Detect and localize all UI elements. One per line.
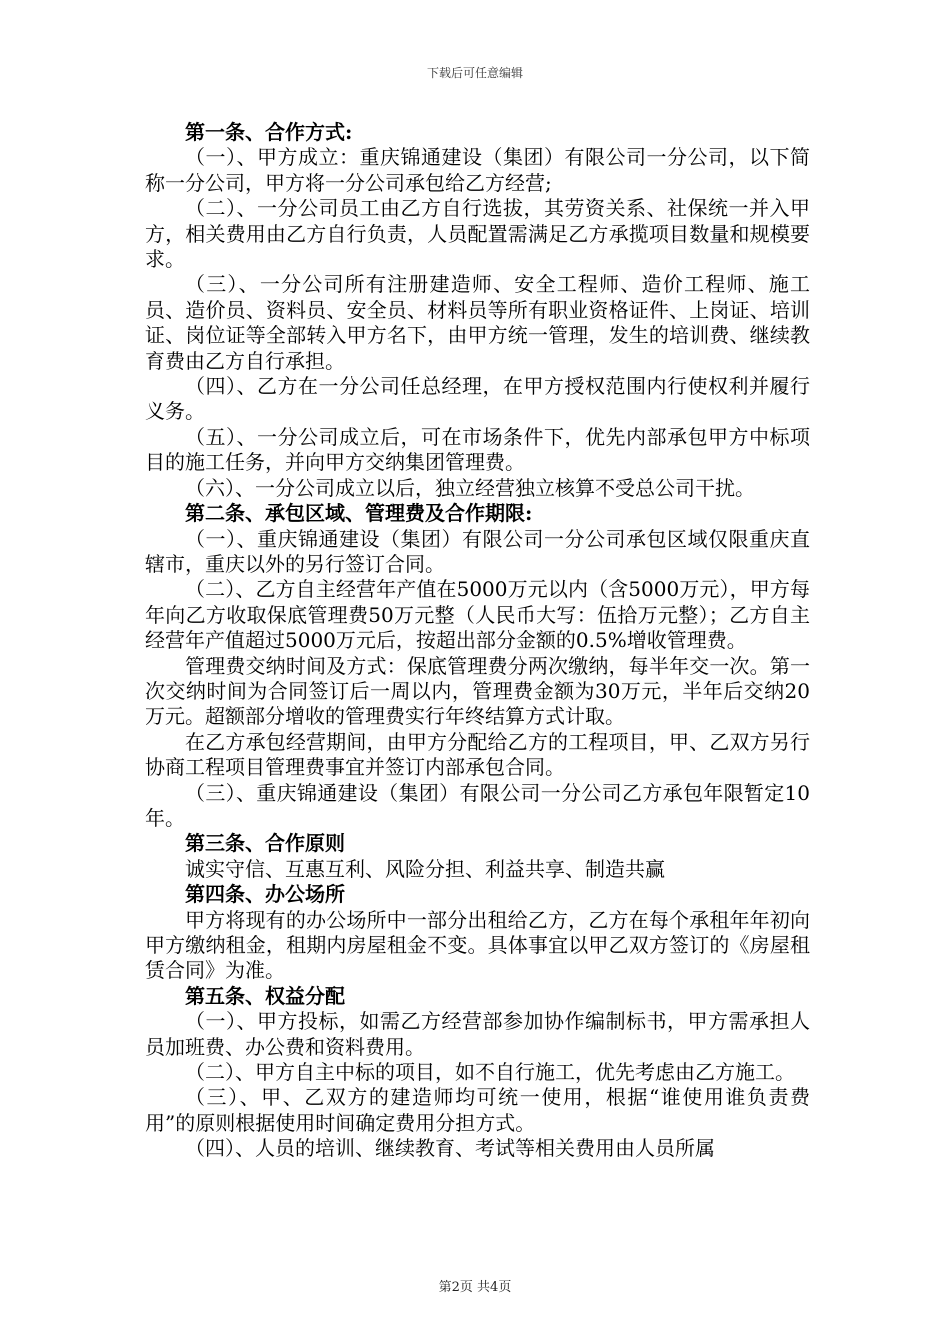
document-body	[145, 120, 810, 1162]
paragraph: （三）、重庆锦通建设（集团）有限公司一分公司乙方承包年限暂定10年。	[145, 780, 810, 830]
paragraph: 在乙方承包经营期间，由甲方分配给乙方的工程项目，甲、乙双方另行协商工程项目管理费事宜并签订内部承包合同。	[145, 729, 810, 780]
paragraph: 管理费交纳时间及方式：保底管理费分两次缴纳，每半年交一次。第一次交纳时间为合同签订后一周以内，管理费金额为30万元，半年后交纳20万元。超额部分增收的管理费实行年终结算方式计取。	[145, 653, 810, 729]
section-heading: 第四条、办公场所	[185, 882, 345, 907]
paragraph: （四）、乙方在一分公司任总经理，在甲方授权范围内行使权利并履行义务。	[145, 374, 810, 424]
paragraph: （六）、一分公司成立以后，独立经营独立核算不受总公司干扰。	[185, 475, 755, 500]
section-heading: 第五条、权益分配	[185, 983, 345, 1008]
paragraph: （一）、甲方投标，如需乙方经营部参加协作编制标书，甲方需承担人员加班费、办公费和资料费用。	[145, 1009, 810, 1059]
section-heading: 第一条、合作方式:	[185, 120, 353, 144]
paragraph: （一）、甲方成立：重庆锦通建设（集团）有限公司一分公司，以下简称一分公司，甲方将一分公司承包给乙方经营;	[145, 145, 810, 195]
paragraph: 甲方将现有的办公场所中一部分出租给乙方，乙方在每个承租年年初向甲方缴纳租金，租期内房屋租金不变。具体事宜以甲乙双方签订的《房屋租赁合同》为准。	[145, 907, 810, 983]
paragraph: （二）、乙方自主经营年产值在5000万元以内（含5000万元），甲方每年向乙方收取保底管理费50万元整（人民币大写：伍拾万元整）；乙方自主经营年产值超过5000万元后，按超出部分金额的0.5%增收管理费。	[145, 577, 810, 653]
section-heading: 第二条、承包区域、管理费及合作期限:	[185, 501, 533, 526]
paragraph: 诚实守信、互惠互利、风险分担、利益共享、制造共赢	[185, 856, 665, 881]
paragraph: （四）、人员的培训、继续教育、考试等相关费用由人员所属	[185, 1136, 715, 1161]
page-footer: 第2页 共4页	[438, 1280, 512, 1295]
page-header: 下载后可任意编辑	[426, 66, 523, 80]
paragraph: （三）、甲、乙双方的建造师均可统一使用，根据“谁使用谁负责费用”的原则根据使用时间确定费用分担方式。	[145, 1085, 810, 1135]
paragraph: （一）、重庆锦通建设（集团）有限公司一分公司承包区域仅限重庆直辖市，重庆以外的另行签订合同。	[145, 526, 810, 576]
section-heading: 第三条、合作原则	[185, 831, 345, 856]
paragraph: （二）、甲方自主中标的项目，如不自行施工，优先考虑由乙方施工。	[185, 1060, 795, 1085]
paragraph: （三）、一分公司所有注册建造师、安全工程师、造价工程师、施工员、造价员、资料员、安全员、材料员等所有职业资格证件、上岗证、培训证、岗位证等全部转入甲方名下，由甲方统一管理，发生的培训费、继续教育费由乙方自行承担。	[145, 272, 810, 373]
paragraph: （五）、一分公司成立后，可在市场条件下，优先内部承包甲方中标项目的施工任务，并向甲方交纳集团管理费。	[145, 424, 810, 475]
paragraph: （二）、一分公司员工由乙方自行选拔，其劳资关系、社保统一并入甲方，相关费用由乙方自行负责，人员配置需满足乙方承揽项目数量和规模要求。	[145, 196, 810, 272]
